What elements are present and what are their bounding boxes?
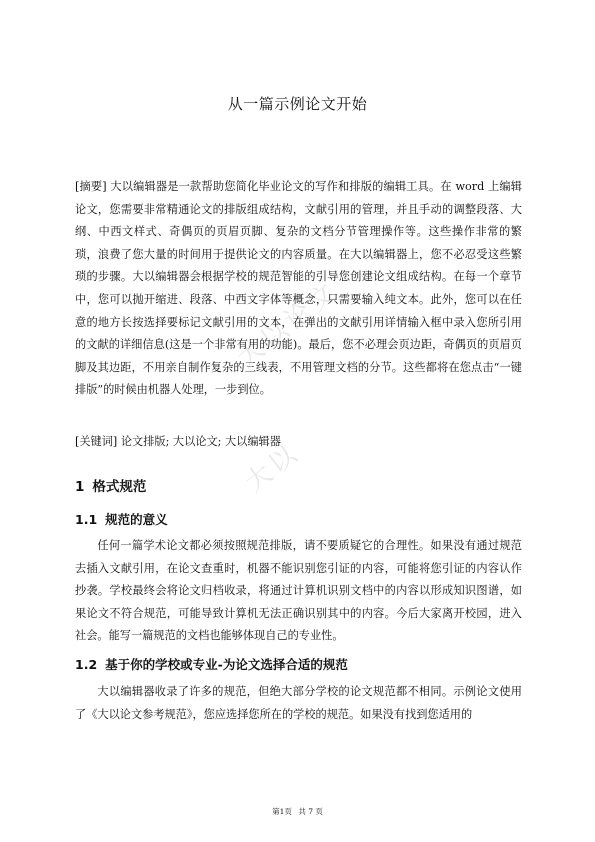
page-total: 共 7 页	[298, 807, 323, 816]
abstract-paragraph: [摘要] 大以编辑器是一款帮助您简化毕业论文的写作和排版的编辑工具。在 word 上编辑论文，您需要非常精通论文的排版组成结构，文献引用的管理，并且手动的调整段落、大纲、中西文样式、奇偶页的页眉页脚、复杂的文档分节管理操作等。这些操作非常的繁琐，浪费了您大量的时间用于提供论文的内容质量。在大以编辑器上，您不必忍受这些繁琐的步骤。大以编辑器会根据学校的规范智能的引导您创建论文组成结构。在每一个章节中，您可以抛开缩进、段落、中西文字体等概念，只需要输入纯文本。此外，您可以在任意的地方长按选择要标记文献引用的文本，在弹出的文献引用详情输入框中录入您所引用的文献的详细信息(这是一个非常有用的功能)。最后，您不必理会页边距，奇偶页的页眉页脚及其边距，不用亲自制作复杂的三线表，不用管理文档的分节。这些都将在您点击“一键排版”的时候由机器人处理，一步到位。	[75, 180, 522, 397]
subsection-heading-1-2	[75, 655, 348, 673]
subsection-number: 1.2	[75, 657, 98, 672]
body-paragraph: 任何一篇学术论文都必须按照规范排版，请不要质疑它的合理性。如果没有通过规范去插入文献引用，在论文查重时，机器不能识别您引证的内容，可能将您引证的内容认作抄袭。学校最终会将论文归档收录，将通过计算机识别文档中的内容以形成知识图谱，如果论文不符合规范，可能导致计算机无法正确识别其中的内容。今后大家离开校园，进入社会。能写一篇规范的文档也能够体现自己的专业性。	[75, 539, 522, 643]
subsection-title: 规范的意义	[105, 512, 168, 527]
subsection-title: 基于你的学校或专业-为论文选择合适的规范	[105, 657, 348, 672]
subsection-number: 1.1	[75, 512, 98, 527]
watermark: 大以	[239, 437, 306, 499]
keywords-line: [关键词] 论文排版; 大以论文; 大以编辑器	[75, 435, 281, 448]
section-number: 1	[75, 479, 85, 495]
body-paragraph: 大以编辑器收录了许多的规范，但绝大部分学校的论文规范都不相同。示例论文使用了《大以论文参考规范》，您应选择您所在的学校的规范。如果没有找到您适用的	[75, 685, 522, 721]
page-number: 第1页	[272, 807, 292, 816]
page-footer	[0, 806, 595, 817]
watermark: 大以论文	[231, 275, 345, 374]
subsection-heading-1-1	[75, 510, 168, 528]
document-title: 从一篇示例论文开始	[227, 95, 368, 113]
section-title: 格式规范	[92, 479, 147, 495]
section-heading-1	[75, 475, 146, 495]
